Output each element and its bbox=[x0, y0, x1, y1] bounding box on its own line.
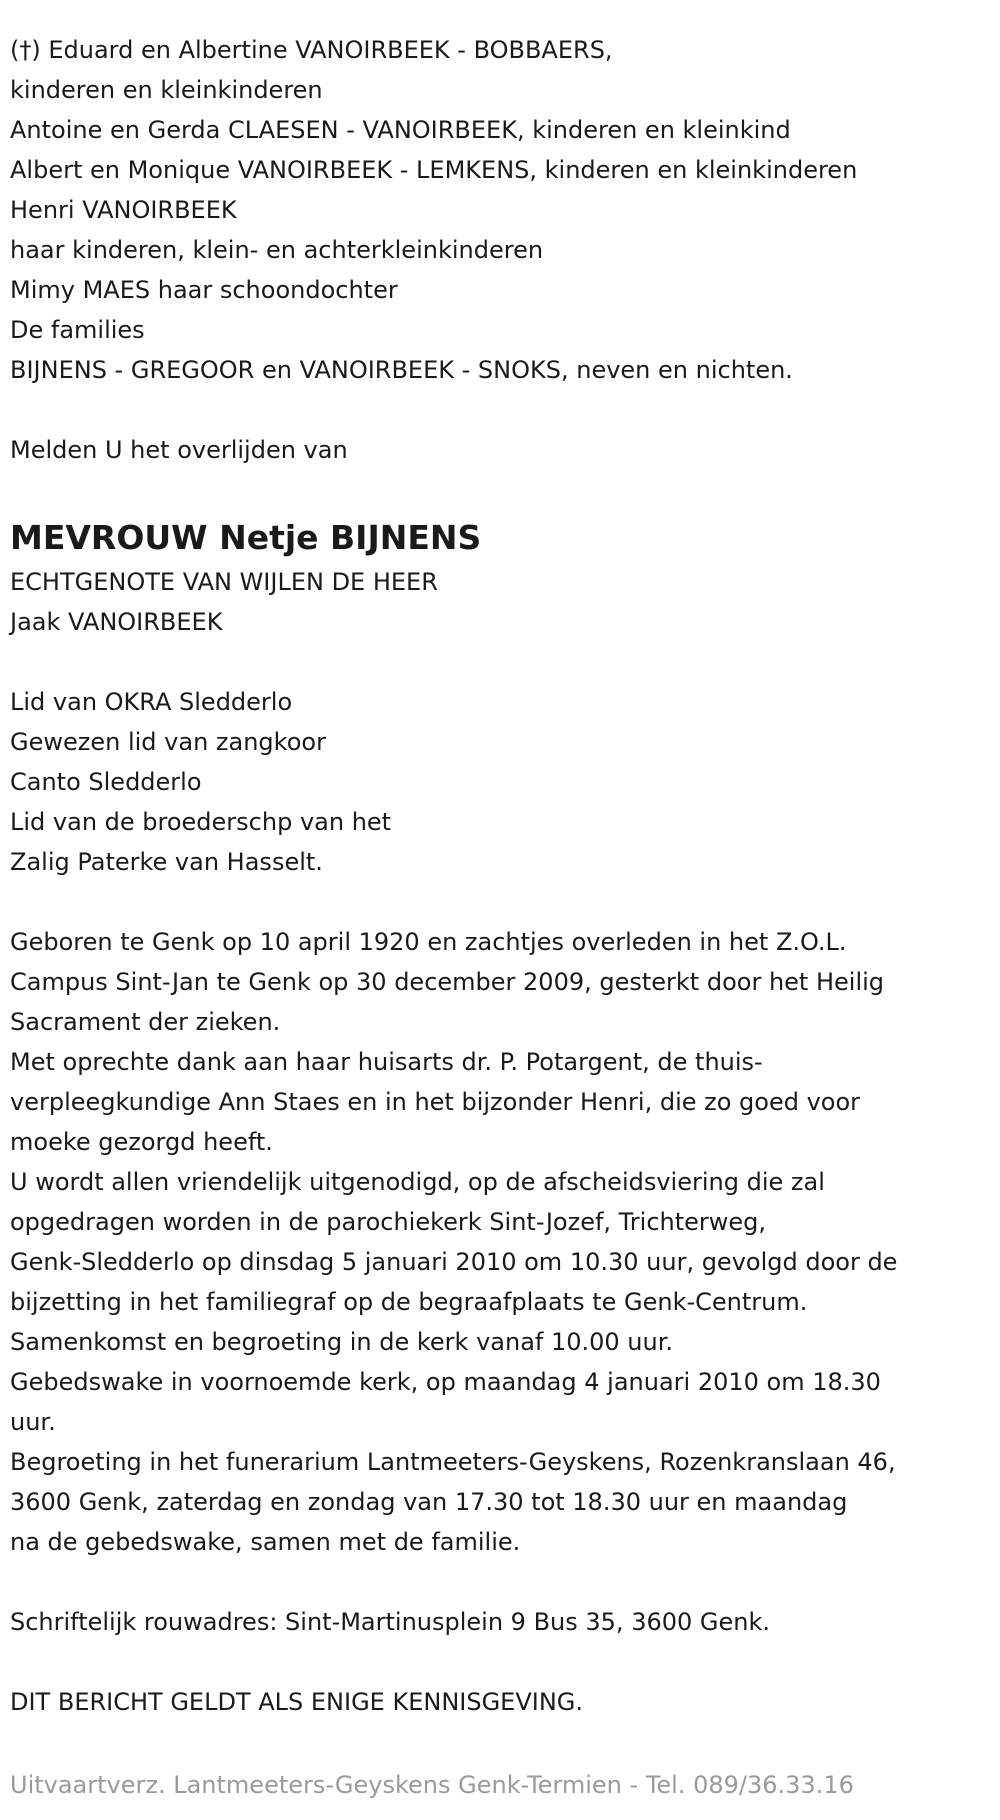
family-line: Antoine en Gerda CLAESEN - VANOIRBEEK, kinderen en kleinkind bbox=[10, 116, 791, 144]
detail-line: 3600 Genk, zaterdag en zondag van 17.30 tot 18.30 uur en maandag bbox=[10, 1488, 848, 1516]
detail-line: moeke gezorgd heeft. bbox=[10, 1128, 273, 1156]
detail-line: bijzetting in het familiegraf op de begraafplaats te Genk-Centrum. bbox=[10, 1288, 808, 1316]
family-line: (†) Eduard en Albertine VANOIRBEEK - BOBBAERS, bbox=[10, 36, 613, 64]
membership-line: Lid van de broederschp van het bbox=[10, 808, 392, 836]
deceased-name: MEVROUW Netje BIJNENS bbox=[10, 518, 482, 557]
detail-line: Campus Sint-Jan te Genk op 30 december 2009, gesterkt door het Heilig bbox=[10, 968, 885, 996]
family-line: Albert en Monique VANOIRBEEK - LEMKENS, kinderen en kleinkinderen bbox=[10, 156, 858, 184]
detail-line: Gebedswake in voornoemde kerk, op maandag 4 januari 2010 om 18.30 bbox=[10, 1368, 881, 1396]
family-line: De families bbox=[10, 316, 145, 344]
detail-line: verpleegkundige Ann Staes en in het bijzonder Henri, die zo goed voor bbox=[10, 1088, 861, 1116]
funeral-home-footer: Uitvaartverz. Lantmeeters-Geyskens Genk-Termien - Tel. 089/36.33.16 bbox=[10, 1771, 854, 1799]
family-line: haar kinderen, klein- en achterkleinkinderen bbox=[10, 236, 544, 264]
spouse-name: Jaak VANOIRBEEK bbox=[10, 608, 223, 636]
family-line: Henri VANOIRBEEK bbox=[10, 196, 237, 224]
membership-line: Gewezen lid van zangkoor bbox=[10, 728, 326, 756]
detail-line: Sacrament der zieken. bbox=[10, 1008, 281, 1036]
membership-line: Lid van OKRA Sledderlo bbox=[10, 688, 293, 716]
details-section bbox=[10, 922, 995, 1562]
spacer bbox=[10, 470, 995, 510]
detail-line: Samenkomst en begroeting in de kerk vanaf 10.00 uur. bbox=[10, 1328, 674, 1356]
spacer bbox=[10, 1562, 995, 1602]
detail-line: U wordt allen vriendelijk uitgenodigd, op de afscheidsviering die zal bbox=[10, 1168, 825, 1196]
detail-line: Begroeting in het funerarium Lantmeeters-Geyskens, Rozenkranslaan 46, bbox=[10, 1448, 896, 1476]
spacer bbox=[10, 1642, 995, 1682]
family-line: kinderen en kleinkinderen bbox=[10, 76, 323, 104]
membership-line: Zalig Paterke van Hasselt. bbox=[10, 848, 323, 876]
mourning-address: Schriftelijk rouwadres: Sint-Martinusplein 9 Bus 35, 3600 Genk. bbox=[10, 1608, 770, 1636]
family-line: Mimy MAES haar schoondochter bbox=[10, 276, 398, 304]
announcement-text: Melden U het overlijden van bbox=[10, 436, 348, 464]
notice-statement: DIT BERICHT GELDT ALS ENIGE KENNISGEVING. bbox=[10, 1688, 584, 1716]
detail-line: uur. bbox=[10, 1408, 56, 1436]
family-line: BIJNENS - GREGOOR en VANOIRBEEK - SNOKS, neven en nichten. bbox=[10, 356, 793, 384]
detail-line: opgedragen worden in de parochiekerk Sint-Jozef, Trichterweg, bbox=[10, 1208, 767, 1236]
detail-line: Met oprechte dank aan haar huisarts dr. P. Potargent, de thuis- bbox=[10, 1048, 763, 1076]
spacer bbox=[10, 390, 995, 430]
detail-line: na de gebedswake, samen met de familie. bbox=[10, 1528, 521, 1556]
spouse-line: ECHTGENOTE VAN WIJLEN DE HEER bbox=[10, 568, 438, 596]
obituary-notice bbox=[10, 30, 995, 1722]
membership-line: Canto Sledderlo bbox=[10, 768, 202, 796]
spacer bbox=[10, 882, 995, 922]
spacer bbox=[10, 642, 995, 682]
families-section bbox=[10, 30, 995, 390]
memberships-section bbox=[10, 682, 995, 882]
detail-line: Geboren te Genk op 10 april 1920 en zachtjes overleden in het Z.O.L. bbox=[10, 928, 847, 956]
detail-line: Genk-Sledderlo op dinsdag 5 januari 2010 om 10.30 uur, gevolgd door de bbox=[10, 1248, 898, 1276]
